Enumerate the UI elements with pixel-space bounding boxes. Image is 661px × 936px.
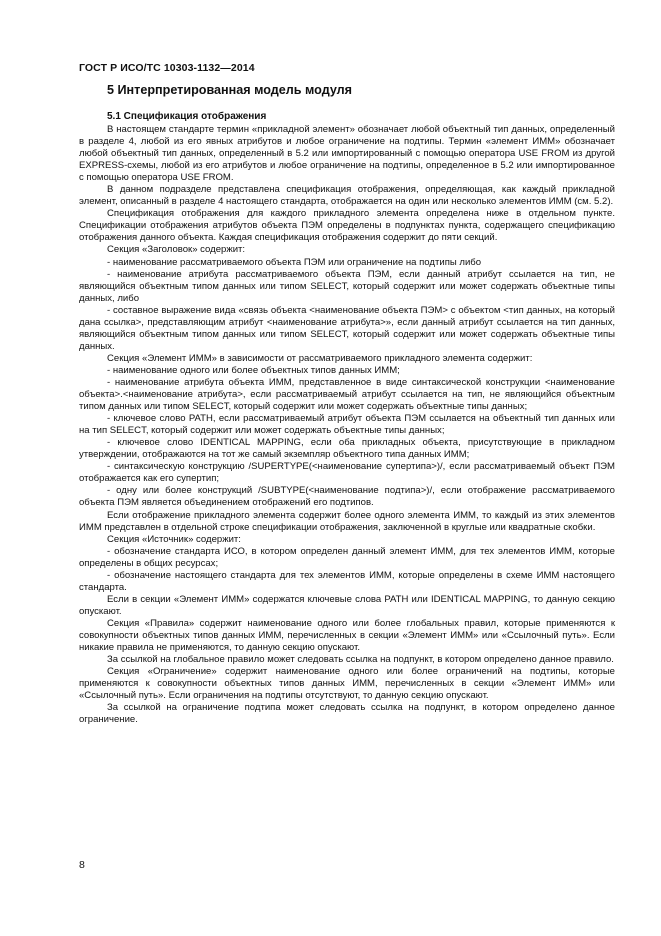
paragraph: Секция «Ограничение» содержит наименование одного или более ограничений на подтипы, которые применяются к совокупности объектных типов данных ИММ, перечисленных в секции «Элемент ИММ» или «Ссылочный путь». Если ограничения на подтипы отсутствуют, то данную секцию опускают.: [79, 666, 615, 702]
paragraph: Спецификация отображения для каждого прикладного элемента определена ниже в отдельном пункте. Спецификации отображения атрибутов объекта ПЭМ определены в подпунктах пункта, содержащего спецификацию отображения данного объекта. Каждая спецификация отображения содержит до пяти секций.: [79, 208, 615, 244]
paragraph: Если отображение прикладного элемента содержит более одного элемента ИММ, то каждый из этих элементов ИММ представлен в отдельной строке спецификации отображения, заключенной в круглые или квадратные скобки.: [79, 509, 615, 533]
paragraph: В данном подразделе представлена спецификация отображения, определяющая, как каждый прикладной элемент, описанный в разделе 4 настоящего стандарта, отображается на один или несколько элементов ИММ (см. 5.2).: [79, 184, 615, 208]
standard-designation: ГОСТ Р ИСО/ТС 10303-1132—2014: [79, 62, 255, 74]
section-heading: 5 Интерпретированная модель модуля: [107, 83, 353, 97]
paragraph: Секция «Правила» содержит наименование одного или более глобальных правил, которые применяются к совокупности объектных типов данных ИММ, перечисленных в секции «Элемент ИММ» или «Ссылочный путь». Если никакие правила не применяются, то данную секцию опускают.: [79, 617, 615, 654]
paragraph: В настоящем стандарте термин «прикладной элемент» обозначает любой объектный тип данных, определенный в разделе 4, любой из его явных атрибутов и любое ограничение на подтипы. Термин «элемент ИММ» обозначает любой объектный тип данных, определенный в 5.2 или импортированный с помощью оператора USE FROM из другой EXPRESS-схемы, любой из его атрибутов и любое ограничение на подтипы, определенное в 5.2 или импортированное с помощью оператора USE FROM.: [79, 124, 615, 184]
list-item: - ключевое слово IDENTICAL MAPPING, если оба прикладных объекта, присутствующие в прикладном утверждении, отображаются на тот же самый экземпляр объектного типа данных ИММ;: [79, 437, 615, 461]
list-item: - обозначение настоящего стандарта для тех элементов ИММ, которые определены в схеме ИММ настоящего стандарта.: [79, 569, 615, 593]
paragraph: За ссылкой на ограничение подтипа может следовать ссылка на подпункт, в котором определено данное ограничение.: [79, 702, 615, 726]
paragraph: Секция «Заголовок» содержит:: [107, 244, 246, 256]
paragraph: Если в секции «Элемент ИММ» содержатся ключевые слова PATH или IDENTICAL MAPPING, то данную секцию опускают.: [79, 593, 615, 617]
list-item: - наименование атрибута рассматриваемого объекта ПЭМ, если данный атрибут ссылается на тип, не являющийся объектным типом данных или типом SELECT, который содержит или может содержать объектные типы данных, либо: [79, 268, 615, 304]
list-item: - одну или более конструкций /SUBTYPE(<наименование подтипа>)/, если отображение рассматриваемого объекта ПЭМ является объединением отображений его подтипов.: [79, 485, 615, 509]
list-item: - наименование атрибута объекта ИММ, представленное в виде синтаксической конструкции <наименование объекта>.<наименование атрибута>, если рассматриваемый атрибут ссылается на тип, не являющийся объектным типом данных или типом SELECT, который содержит или может содержать объектные типы данных;: [79, 376, 615, 413]
list-item: - обозначение стандарта ИСО, в котором определен данный элемент ИММ, для тех элементов ИММ, которые определены в общих ресурсах;: [79, 545, 615, 569]
paragraph: Секция «Источник» содержит:: [107, 533, 241, 545]
list-item: - наименование одного или более объектных типов данных ИММ;: [107, 364, 400, 376]
subsection-heading: 5.1 Спецификация отображения: [107, 111, 267, 122]
list-item: - синтаксическую конструкцию /SUPERTYPE(<наименование супертипа>)/, если рассматриваемый объект ПЭМ отображается как его супертип;: [79, 461, 615, 485]
paragraph: За ссылкой на глобальное правило может следовать ссылка на подпункт, в котором определено данное правило.: [107, 654, 614, 666]
list-item: - составное выражение вида «связь объекта <наименование объекта ПЭМ> с объектом <тип данных, на который дана ссылка>, представляющим атрибут <наименование атрибута>», если данный атрибут ссылается на тип данных, являющийся объектным типом данных или типом SELECT, который содержит или может содержать объектные типы данных.: [79, 304, 615, 352]
list-item: - ключевое слово PATH, если рассматриваемый атрибут объекта ПЭМ ссылается на объектный тип данных или на тип SELECT, который содержит или может содержать объектные типы данных;: [79, 413, 615, 437]
list-item: - наименование рассматриваемого объекта ПЭМ или ограничение на подтипы либо: [107, 256, 482, 268]
body-text: [79, 124, 615, 726]
paragraph: Секция «Элемент ИММ» в зависимости от рассматриваемого прикладного элемента содержит:: [107, 352, 533, 364]
page-number: 8: [79, 859, 85, 871]
